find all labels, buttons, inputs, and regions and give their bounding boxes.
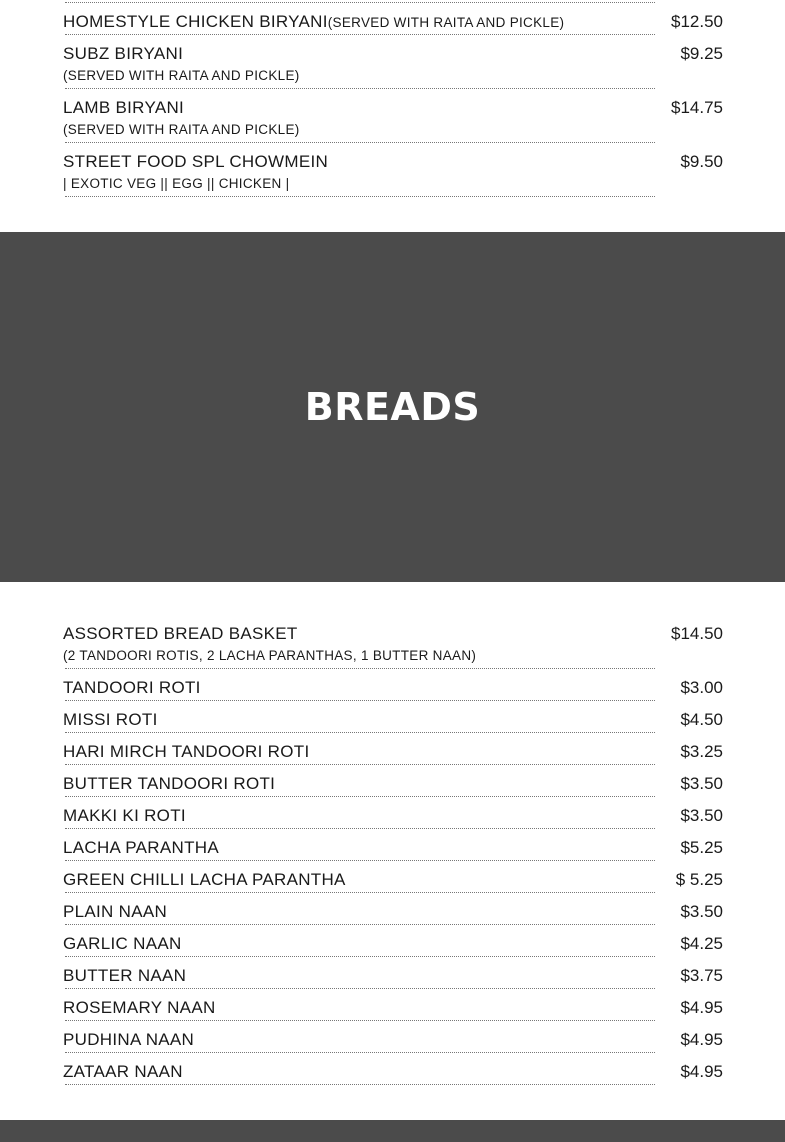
menu-item (63, 35, 723, 89)
item-name: ZATAAR NAAN (63, 1062, 183, 1081)
item-price: $3.50 (680, 774, 723, 793)
menu-item (63, 733, 723, 765)
item-name: PLAIN NAAN (63, 902, 168, 921)
menu-item (63, 861, 723, 893)
item-name: STREET FOOD SPL CHOWMEIN (63, 152, 329, 171)
item-price: $ 5.25 (675, 870, 723, 889)
item-name: BUTTER TANDOORI ROTI (63, 774, 276, 793)
item-name: MAKKI KI ROTI (63, 806, 186, 825)
item-name: TANDOORI ROTI (63, 678, 201, 697)
item-name: HARI MIRCH TANDOORI ROTI (63, 742, 310, 761)
item-description: (SERVED WITH RAITA AND PICKLE) (327, 15, 565, 30)
item-name: ROSEMARY NAAN (63, 998, 216, 1017)
menu-item (63, 3, 723, 35)
menu-item (63, 925, 723, 957)
item-name: PUDHINA NAAN (63, 1030, 195, 1049)
item-price: $4.95 (680, 998, 723, 1017)
menu-item (63, 893, 723, 925)
item-description: (SERVED WITH RAITA AND PICKLE) (63, 68, 300, 83)
item-price: $14.50 (671, 624, 723, 643)
section-banner-breads (0, 232, 785, 582)
menu-item (63, 765, 723, 797)
section-title: BREADS (304, 385, 481, 429)
menu-item (63, 669, 723, 701)
item-description: (2 TANDOORI ROTIS, 2 LACHA PARANTHAS, 1 BUTTER NAAN) (63, 648, 477, 663)
item-name: SUBZ BIRYANI (63, 44, 184, 63)
item-name: ASSORTED BREAD BASKET (63, 624, 298, 643)
item-price: $3.50 (680, 902, 723, 921)
item-price: $14.75 (671, 98, 723, 117)
menu-item (63, 829, 723, 861)
item-price: $5.25 (680, 838, 723, 857)
menu-item (63, 1053, 723, 1085)
item-description: (SERVED WITH RAITA AND PICKLE) (63, 122, 300, 137)
menu-item (63, 797, 723, 829)
dotted-leader (65, 1084, 655, 1085)
item-price: $4.50 (680, 710, 723, 729)
menu-item (63, 615, 723, 669)
item-price: $4.25 (680, 934, 723, 953)
menu-item (63, 89, 723, 143)
item-name: BUTTER NAAN (63, 966, 187, 985)
item-description: | EXOTIC VEG || EGG || CHICKEN | (63, 176, 290, 191)
item-price: $3.50 (680, 806, 723, 825)
item-name: LACHA PARANTHA (63, 838, 219, 857)
item-price: $9.50 (680, 152, 723, 171)
item-price: $3.25 (680, 742, 723, 761)
item-price: $4.95 (680, 1062, 723, 1081)
item-name: GARLIC NAAN (63, 934, 182, 953)
item-price: $3.00 (680, 678, 723, 697)
item-name: LAMB BIRYANI (63, 98, 185, 117)
item-price: $12.50 (671, 12, 723, 31)
item-name: GREEN CHILLI LACHA PARANTHA (63, 870, 346, 889)
item-price: $9.25 (680, 44, 723, 63)
menu-item (63, 1021, 723, 1053)
item-name: MISSI ROTI (63, 710, 158, 729)
item-price: $4.95 (680, 1030, 723, 1049)
item-name: HOMESTYLE CHICKEN BIRYANI(SERVED WITH RAITA AND PICKLE) (63, 12, 565, 31)
section-banner-next (0, 1120, 785, 1142)
menu-item (63, 989, 723, 1021)
biryani-list (63, 3, 723, 197)
menu-item (63, 957, 723, 989)
menu-item (63, 143, 723, 197)
menu-item (63, 701, 723, 733)
breads-list (63, 615, 723, 1085)
item-price: $3.75 (680, 966, 723, 985)
dotted-leader (65, 196, 655, 197)
